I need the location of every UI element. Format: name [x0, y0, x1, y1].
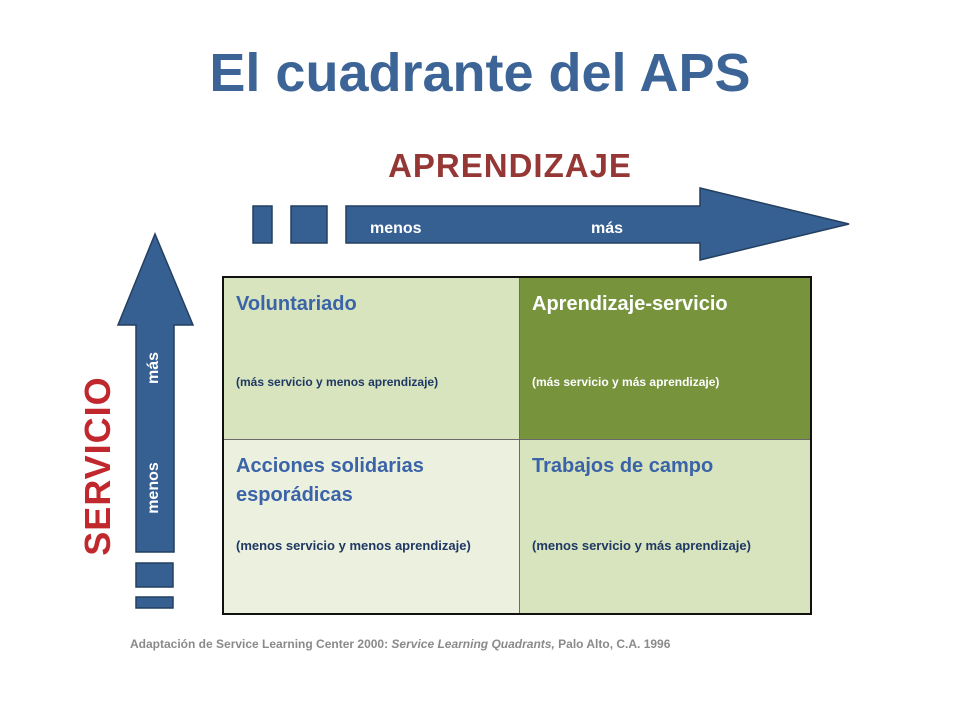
- quadrant-bottom-right: [520, 440, 810, 613]
- quadrant-title: Aprendizaje-servicio: [532, 293, 728, 315]
- source-work: Service Learning Quadrants,: [391, 637, 555, 651]
- source-citation: [130, 637, 850, 651]
- quadrant-title: Voluntariado: [236, 293, 357, 315]
- y-axis-more-label: más: [145, 351, 162, 385]
- quadrant-top-left: [224, 278, 520, 440]
- quadrant-subtitle: (más servicio y menos aprendizaje): [236, 375, 439, 389]
- x-axis-more-label: más: [591, 220, 624, 237]
- quadrant-bottom-left: [224, 440, 520, 613]
- quadrant-title: Trabajos de campo: [532, 455, 714, 477]
- source-suffix: Palo Alto, C.A. 1996: [554, 637, 671, 651]
- y-axis-less-label: menos: [145, 462, 162, 514]
- y-axis-arrow: [118, 234, 193, 608]
- quadrant-subtitle: (menos servicio y más aprendizaje): [532, 538, 751, 553]
- quadrant-subtitle: (más servicio y más aprendizaje): [532, 375, 720, 389]
- x-axis-label: APRENDIZAJE: [388, 147, 632, 184]
- x-axis-arrow: [253, 188, 849, 260]
- quadrant-title: Acciones solidarias esporádicas: [236, 455, 424, 506]
- page-title: El cuadrante del APS: [209, 43, 751, 103]
- quadrant-subtitle: (menos servicio y menos aprendizaje): [236, 538, 471, 553]
- y-axis-label: SERVICIO: [77, 376, 118, 556]
- source-prefix: Adaptación de Service Learning Center 2000:: [130, 637, 392, 651]
- quadrant-grid: [222, 276, 812, 615]
- x-axis-less-label: menos: [370, 220, 422, 237]
- quadrant-top-right: [520, 278, 810, 440]
